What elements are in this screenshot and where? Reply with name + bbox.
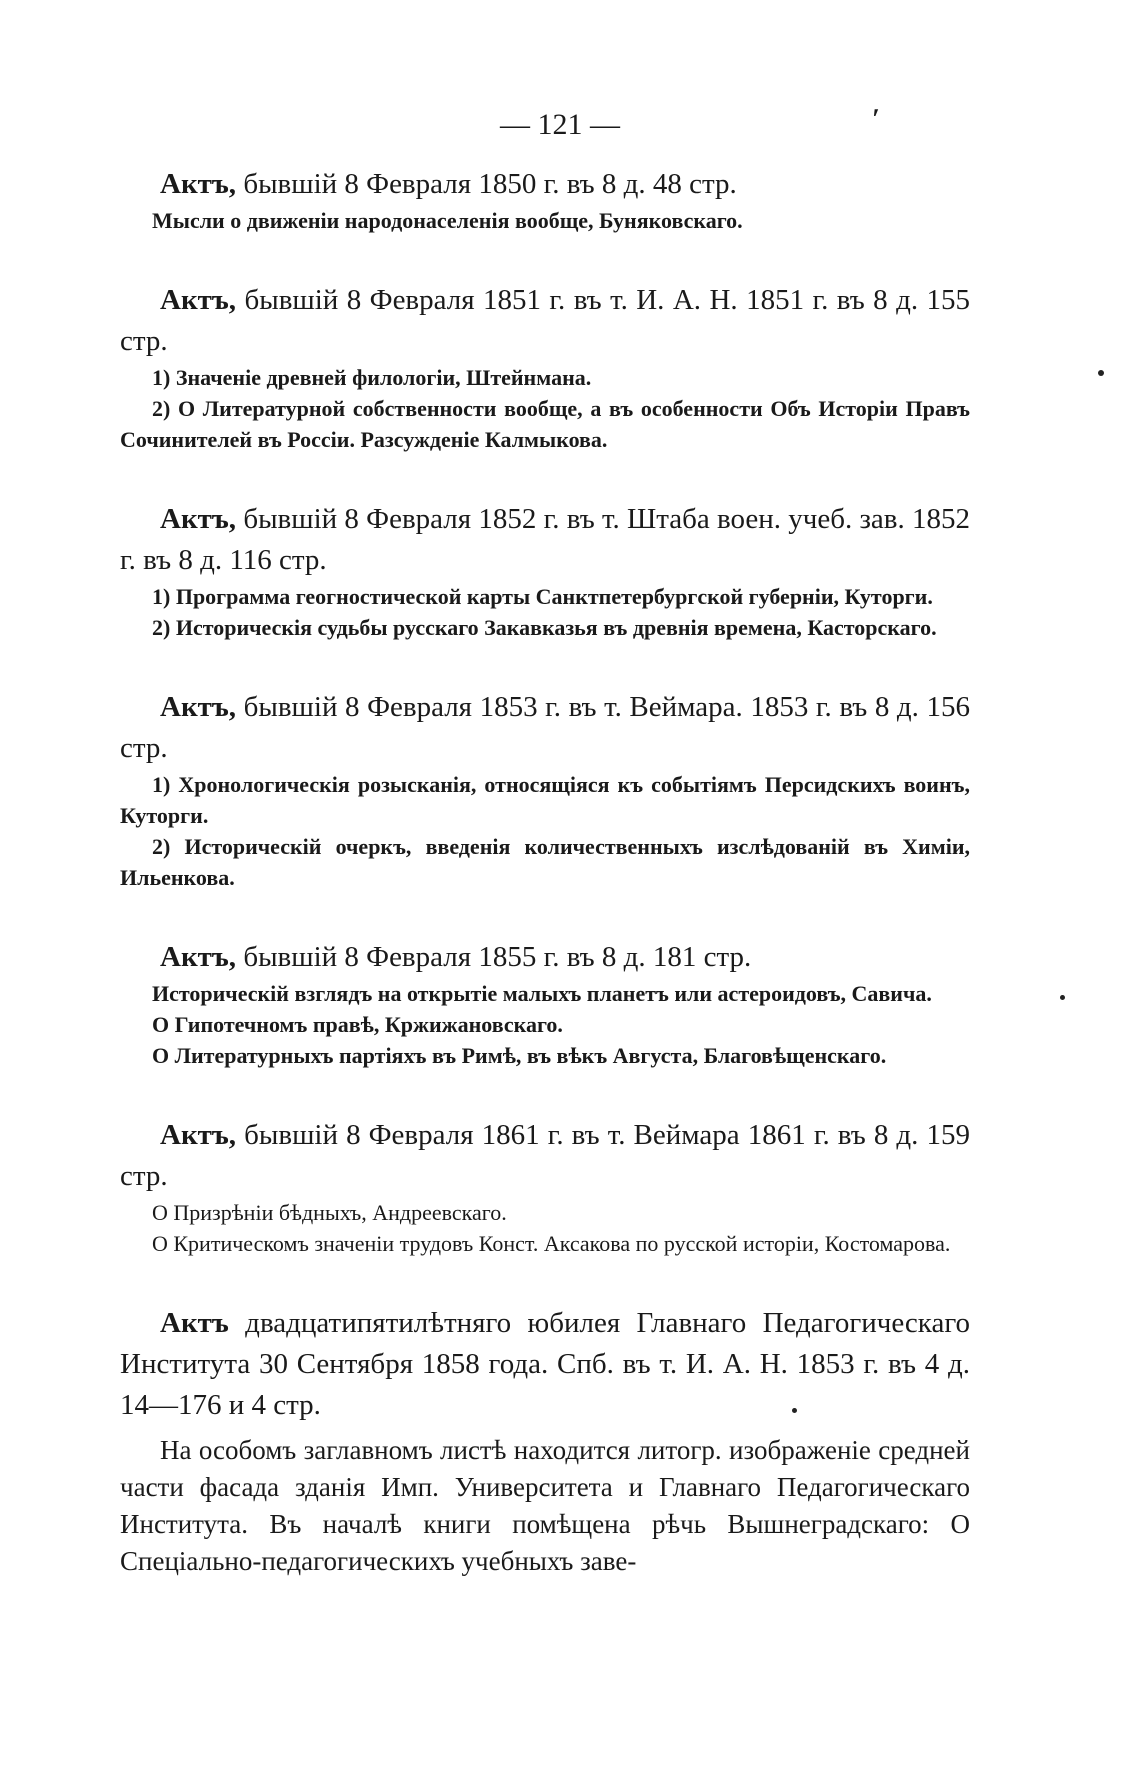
entry-item: 2) Историческій очеркъ, введенія количественныхъ изслѣдованій въ Химіи, Ильенкова.: [120, 834, 970, 890]
ink-speck: [1098, 370, 1104, 376]
entry-item: Историческій взглядъ на открытіе малыхъ планетъ или астероидовъ, Савича.: [152, 981, 932, 1006]
heading-text: бывшій 8 Февраля 1851 г. въ т. И. А. Н. 1851 г. въ 8 д. 155 стр.: [120, 284, 970, 357]
ink-speck: [792, 1408, 797, 1413]
heading-text: бывшій 8 Февраля 1852 г. въ т. Штаба воен. учеб. зав. 1852 г. въ 8 д. 116 стр.: [120, 503, 970, 576]
heading-label: Актъ: [160, 1307, 229, 1339]
act-entry: [120, 1115, 970, 1259]
entry-item: 1) Значеніе древней филологіи, Штейнмана.: [152, 365, 592, 390]
heading-label: Актъ,: [160, 941, 237, 973]
margin-mark: ʹ: [872, 104, 880, 135]
heading-text: бывшій 8 Февраля 1855 г. въ 8 д. 181 стр.: [236, 941, 752, 973]
entry-item: 2) О Литературной собственности вообще, а въ особенности Объ Исторіи Правъ Сочинителей въ Россіи. Разсужденіе Калмыкова.: [120, 396, 970, 452]
act-entry: [120, 687, 970, 893]
entry-heading: [120, 1115, 970, 1197]
entry-item: 1) Хронологическія розысканія, относящіяся къ событіямъ Персидскихъ воинъ, Куторги.: [120, 772, 970, 828]
heading-label: Актъ,: [160, 284, 237, 316]
entry-item: О Критическомъ значеніи трудовъ Конст. Аксакова по русской исторіи, Костомарова.: [152, 1231, 951, 1256]
entry-item: О Литературныхъ партіяхъ въ Римѣ, въ вѣкъ Августа, Благовѣщенскаго.: [152, 1043, 887, 1068]
entry-heading: [120, 1303, 970, 1426]
page-number: — 121 —: [500, 108, 620, 141]
act-entry: [120, 937, 970, 1071]
entry-heading: [120, 499, 970, 581]
act-entry: [120, 280, 970, 455]
entry-heading: [120, 937, 970, 978]
entry-item: 1) Программа геогностической карты Санктпетербургской губерніи, Куторги.: [152, 584, 933, 609]
entry-item: О Гипотечномъ правѣ, Кржижановскаго.: [152, 1012, 563, 1037]
entry-heading: [120, 687, 970, 769]
entry-item: Мысли о движеніи народонаселенія вообще, Буняковскаго.: [152, 208, 743, 233]
entry-item: О Призрѣніи бѣдныхъ, Андреевскаго.: [152, 1200, 507, 1225]
act-entry: [120, 164, 970, 236]
entry-heading: [120, 164, 970, 205]
heading-label: Актъ,: [160, 1119, 237, 1151]
act-entry: [120, 499, 970, 643]
heading-label: Актъ,: [160, 691, 237, 723]
ink-speck: [1060, 995, 1065, 1000]
heading-text: бывшій 8 Февраля 1853 г. въ т. Веймара. 1853 г. въ 8 д. 156 стр.: [120, 691, 970, 764]
heading-label: Актъ,: [160, 503, 237, 535]
act-entry: [120, 1303, 970, 1580]
heading-text: двадцатипятилѣтняго юбилея Главнаго Педагогическаго Института 30 Сентября 1858 года. Спб. въ т. И. А. Н. 1853 г. въ 4 д. 14—176 и 4 стр.: [120, 1307, 970, 1421]
entry-paragraph: На особомъ заглавномъ листѣ находится литогр. изображеніе средней части фасада зданія Имп. Университета и Главнаго Педагогическаго Института. Въ началѣ книги помѣщена рѣчь Вышнеградскаго: О Спеціально-педагогическихъ учебныхъ заве-: [120, 1435, 970, 1576]
heading-label: Актъ,: [160, 168, 237, 200]
entry-heading: [120, 280, 970, 362]
heading-text: бывшій 8 Февраля 1850 г. въ 8 д. 48 стр.: [236, 168, 737, 200]
entry-item: 2) Историческія судьбы русскаго Закавказья въ древнія времена, Касторскаго.: [152, 615, 937, 640]
heading-text: бывшій 8 Февраля 1861 г. въ т. Веймара 1861 г. въ 8 д. 159 стр.: [120, 1119, 970, 1192]
